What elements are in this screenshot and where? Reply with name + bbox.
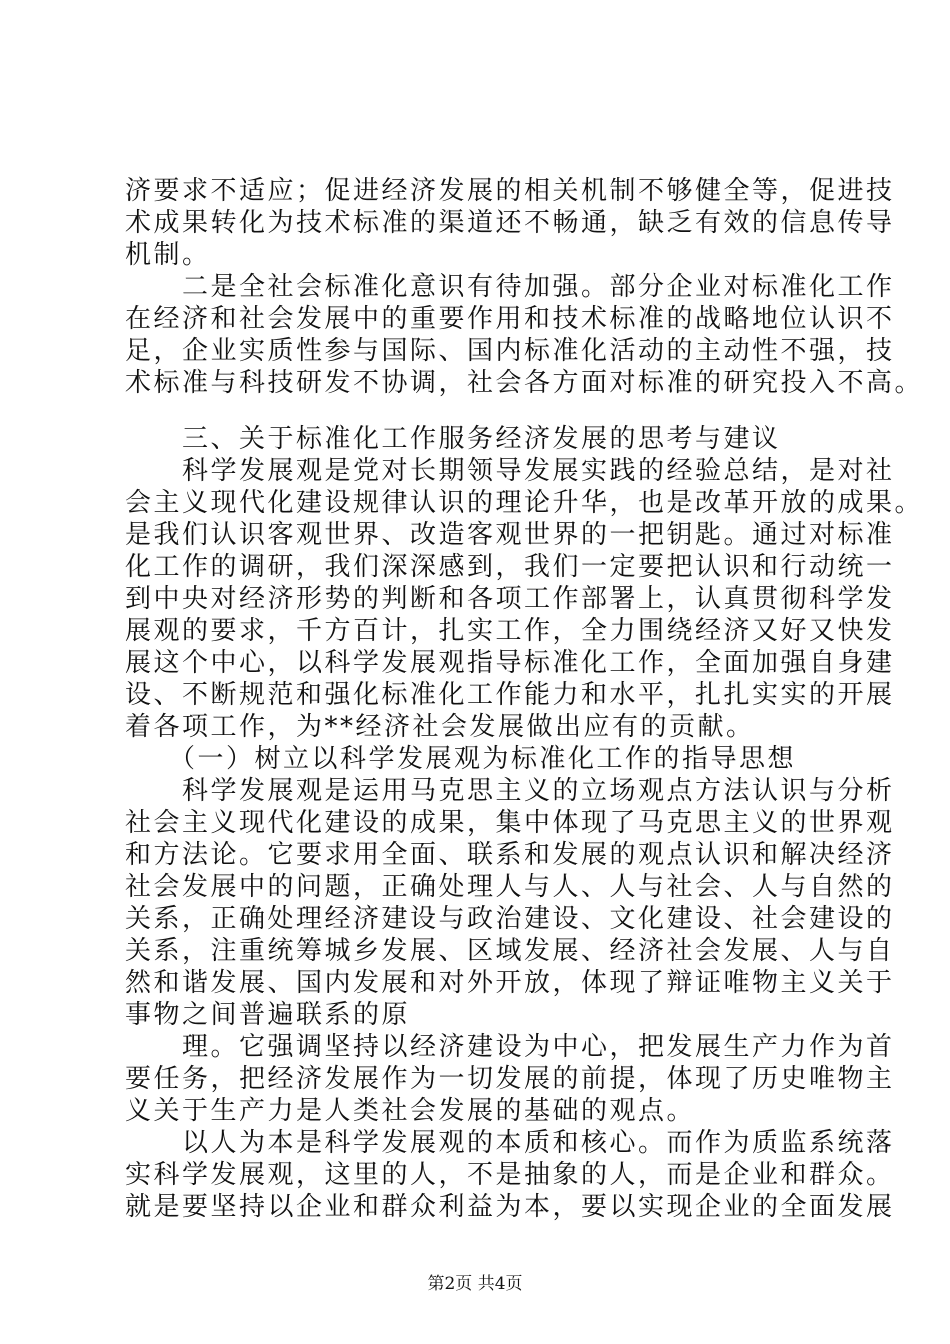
text-line: 会主义现代化建设规律认识的理论升华，也是改革开放的成果。	[125, 488, 924, 518]
text-line: 关系，注重统筹城乡发展、区域发展、经济社会发展、人与自	[125, 936, 895, 966]
text-line: 术标准与科技研发不协调，社会各方面对标准的研究投入不高。	[125, 368, 924, 398]
text-line: 足，企业实质性参与国际、国内标准化活动的主动性不强，技	[125, 336, 895, 366]
text-line: 济要求不适应；促进经济发展的相关机制不够健全等，促进技	[125, 176, 895, 206]
text-line: 就是要坚持以企业和群众利益为本，要以实现企业的全面发展	[125, 1192, 895, 1222]
text-line: 科学发展观是党对长期领导发展实践的经验总结，是对社	[125, 456, 895, 486]
text-line: 科学发展观是运用马克思主义的立场观点方法认识与分析	[125, 776, 895, 806]
text-line: 义关于生产力是人类社会发展的基础的观点。	[125, 1096, 696, 1126]
text-line: 展这个中心，以科学发展观指导标准化工作，全面加强自身建	[125, 648, 895, 678]
page-number-footer: 第2页 共4页	[427, 1274, 523, 1294]
section-heading: 三、关于标准化工作服务经济发展的思考与建议	[125, 424, 781, 454]
text-line: 关系，正确处理经济建设与政治建设、文化建设、社会建设的	[125, 904, 895, 934]
text-line: 着各项工作，为**经济社会发展做出应有的贡献。	[125, 712, 755, 742]
text-line: 展观的要求，千方百计，扎实工作，全力围绕经济又好又快发	[125, 616, 895, 646]
text-line: 是我们认识客观世界、改造客观世界的一把钥匙。通过对标准	[125, 520, 895, 550]
text-line: 机制。	[125, 240, 211, 270]
text-line: 实科学发展观，这里的人，不是抽象的人，而是企业和群众。	[125, 1160, 895, 1190]
text-line: 到中央对经济形势的判断和各项工作部署上，认真贯彻科学发	[125, 584, 895, 614]
text-line: 和方法论。它要求用全面、联系和发展的观点认识和解决经济	[125, 840, 895, 870]
text-line: 在经济和社会发展中的重要作用和技术标准的战略地位认识不	[125, 304, 895, 334]
subsection-heading: （一）树立以科学发展观为标准化工作的指导思想	[125, 744, 797, 774]
text-line: 设、不断规范和强化标准化工作能力和水平，扎扎实实的开展	[125, 680, 895, 710]
text-line: 社会主义现代化建设的成果，集中体现了马克思主义的世界观	[125, 808, 895, 838]
text-line: 化工作的调研，我们深深感到，我们一定要把认识和行动统一	[125, 552, 895, 582]
text-line: 要任务，把经济发展作为一切发展的前提，体现了历史唯物主	[125, 1064, 895, 1094]
text-line: 然和谐发展、国内发展和对外开放，体现了辩证唯物主义关于	[125, 968, 895, 998]
text-line: 术成果转化为技术标准的渠道还不畅通，缺乏有效的信息传导	[125, 208, 895, 238]
text-line: 二是全社会标准化意识有待加强。部分企业对标准化工作	[125, 272, 895, 302]
text-line: 事物之间普遍联系的原	[125, 1000, 411, 1030]
text-line: 以人为本是科学发展观的本质和核心。而作为质监系统落	[125, 1128, 895, 1158]
text-line: 理。它强调坚持以经济建设为中心，把发展生产力作为首	[125, 1032, 895, 1062]
text-line: 社会发展中的问题，正确处理人与人、人与社会、人与自然的	[125, 872, 895, 902]
